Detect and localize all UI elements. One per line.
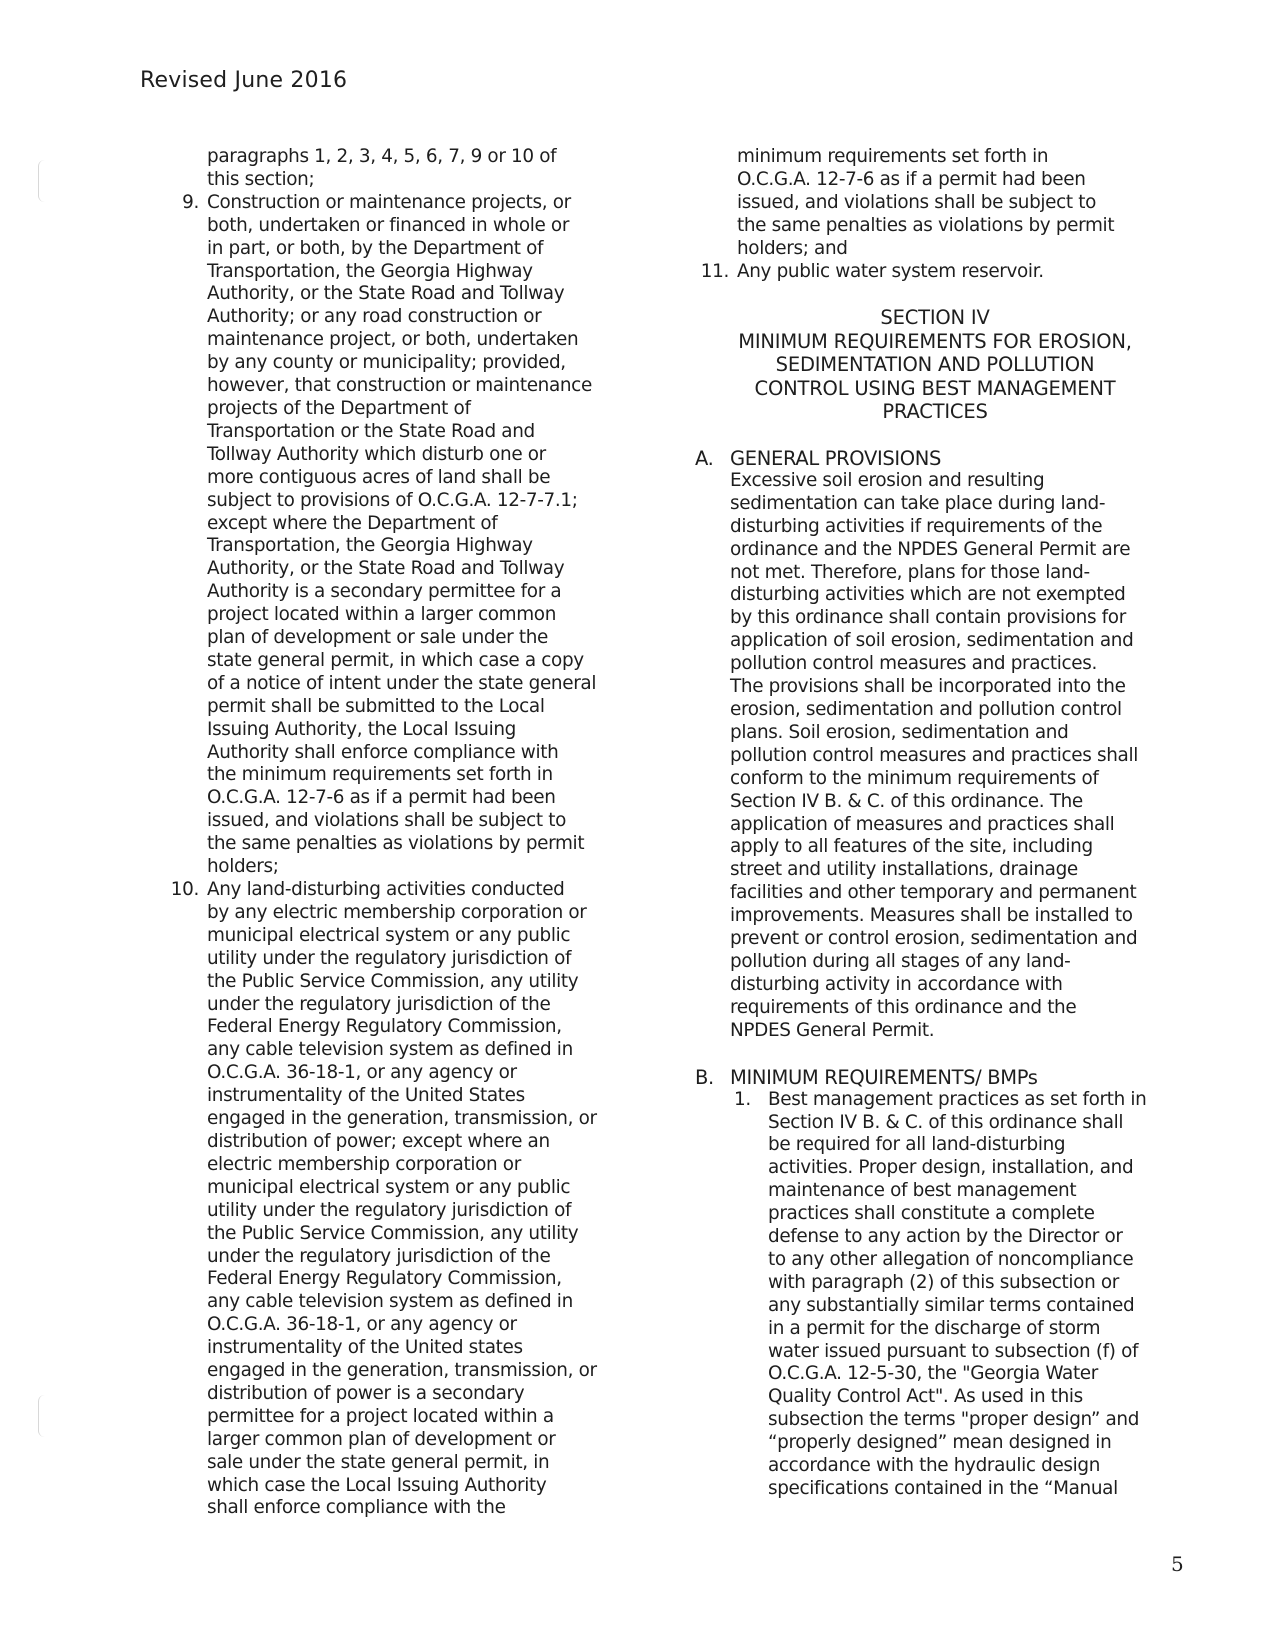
text-line: conform to the minimum requirements of (730, 767, 1099, 789)
text-line: prevent or control erosion, sedimentation and (730, 928, 1138, 950)
subsection-letter: B. (695, 1065, 714, 1089)
list-number: 11. (700, 260, 729, 282)
text-line: CONTROL USING BEST MANAGEMENT (754, 376, 1116, 400)
text-line: which case the Local Issuing Authority (207, 1474, 547, 1496)
text-line: issued, and violations shall be subject to (737, 191, 1097, 213)
text-line: ordinance and the NPDES General Permit are (730, 538, 1131, 560)
continued-paragraph (165, 146, 635, 192)
text-line: Authority, or the State Road and Tollway (207, 283, 565, 305)
text-line: the Public Service Commission, any utility (207, 970, 579, 992)
section-iv-title (695, 306, 1175, 424)
general-provisions-paragraph (695, 470, 1195, 1043)
text-line: any cable television system as defined in (207, 1039, 573, 1061)
text-line: to any other allegation of noncompliance (768, 1248, 1134, 1270)
text-line: paragraphs 1, 2, 3, 4, 5, 6, 7, 9 or 10 of (207, 146, 557, 167)
text-line: pollution control measures and practices shall (730, 744, 1138, 766)
text-line: utility under the regulatory jurisdiction of (207, 1199, 572, 1221)
text-line: subject to provisions of O.C.G.A. 12-7-7.1; (207, 489, 578, 511)
text-line: with paragraph (2) of this subsection or (768, 1271, 1119, 1293)
text-line: specifications contained in the “Manual (768, 1478, 1118, 1499)
text-line: the same penalties as violations by permit (207, 833, 585, 855)
list-number: 9. (182, 191, 199, 213)
text-line: Section IV B. & C. of this ordinance. The (730, 790, 1083, 812)
scan-artifact (38, 1395, 51, 1437)
text-line: Transportation or the State Road and (207, 420, 535, 442)
text-line: by any electric membership corporation or (207, 901, 587, 923)
text-line: under the regulatory jurisdiction of the (207, 993, 551, 1015)
text-line: application of soil erosion, sedimentation and (730, 630, 1134, 652)
text-line: improvements. Measures shall be installed to (730, 905, 1133, 927)
text-line: be required for all land-disturbing (768, 1134, 1066, 1156)
continued-paragraph (695, 146, 1195, 261)
text-line: the Public Service Commission, any utility (207, 1222, 579, 1244)
text-line: minimum requirements set forth in (737, 146, 1049, 167)
text-line: the same penalties as violations by permit (737, 214, 1115, 236)
text-line: projects of the Department of (207, 397, 471, 419)
text-line: NPDES General Permit. (730, 1019, 935, 1041)
text-line: Authority, or the State Road and Tollway (207, 558, 565, 580)
text-line: any cable television system as defined in (207, 1291, 573, 1313)
text-line: except where the Department of (207, 512, 498, 534)
right-column (695, 146, 1195, 1501)
text-line: O.C.G.A. 12-7-6 as if a permit had been (207, 787, 556, 809)
text-line: Authority; or any road construction or (207, 306, 542, 328)
text-line: The provisions shall be incorporated into the (730, 676, 1126, 698)
text-line: holders; and (737, 237, 848, 259)
bmp-list (695, 1089, 1195, 1501)
list-item-text (207, 192, 635, 879)
text-line: Quality Control Act". As used in this (768, 1386, 1083, 1408)
text-line: pollution control measures and practices. (730, 653, 1097, 675)
text-line: Best management practices as set forth in (768, 1088, 1147, 1110)
text-line: any substantially similar terms contained (768, 1294, 1135, 1316)
text-line: Issuing Authority, the Local Issuing (207, 718, 516, 740)
subsection-title: MINIMUM REQUIREMENTS/ BMPs (730, 1065, 1038, 1089)
text-line: Federal Energy Regulatory Commission, (207, 1268, 562, 1290)
text-line: under the regulatory jurisdiction of the (207, 1245, 551, 1267)
text-line: Tollway Authority which disturb one or (207, 443, 546, 465)
text-line: maintenance project, or both, undertaken (207, 329, 579, 351)
text-line: disturbing activity in accordance with (730, 973, 1063, 995)
text-line: this section; (207, 168, 315, 190)
text-line: municipal electrical system or any public (207, 1176, 571, 1198)
text-line: street and utility installations, drainage (730, 859, 1078, 881)
text-line: distribution of power is a secondary (207, 1382, 525, 1404)
text-line: “properly designed” mean designed in (768, 1432, 1112, 1454)
subsection-a-heading (695, 447, 1195, 470)
text-line: erosion, sedimentation and pollution control (730, 699, 1122, 720)
subsection-b-heading (695, 1066, 1195, 1089)
scan-artifact (38, 160, 51, 202)
text-line: disturbing activities if requirements of the (730, 515, 1103, 537)
text-line: Authority is a secondary permittee for a (207, 581, 562, 603)
text-line: O.C.G.A. 36-18-1, or any agency or (207, 1062, 517, 1084)
text-line: water issued pursuant to subsection (f) of (768, 1340, 1139, 1362)
text-line: accordance with the hydraulic design (768, 1455, 1101, 1477)
subsection-title: GENERAL PROVISIONS (730, 446, 942, 470)
text-line: SEDIMENTATION AND POLLUTION (775, 353, 1095, 377)
text-line: O.C.G.A. 36-18-1, or any agency or (207, 1314, 517, 1336)
text-line: Transportation, the Georgia Highway (207, 535, 533, 557)
list-item-11 (695, 261, 1195, 284)
text-line: by any county or municipality; provided, (207, 352, 566, 374)
list-item-text (768, 1089, 1195, 1501)
text-line: sale under the state general permit, in (207, 1451, 550, 1473)
text-line: utility under the regulatory jurisdiction of (207, 947, 572, 969)
text-line: engaged in the generation, transmission, or (207, 1360, 597, 1382)
text-line: maintenance of best management (768, 1180, 1077, 1202)
text-line: however, that construction or maintenance (207, 375, 592, 397)
text-line: disturbing activities which are not exempted (730, 584, 1126, 606)
text-line: SECTION IV (880, 306, 990, 330)
text-line: O.C.G.A. 12-7-6 as if a permit had been (737, 168, 1086, 190)
text-line: larger common plan of development or (207, 1428, 556, 1450)
text-line: permittee for a project located within a (207, 1405, 554, 1427)
text-line: in part, or both, by the Department of (207, 237, 544, 259)
text-line: electric membership corporation or (207, 1153, 521, 1175)
text-line: plan of development or sale under the (207, 627, 549, 649)
text-line: activities. Proper design, installation, and (768, 1157, 1134, 1179)
text-line: Construction or maintenance projects, or (207, 191, 571, 213)
text-line: permit shall be submitted to the Local (207, 695, 545, 717)
text-line: issued, and violations shall be subject to (207, 810, 567, 832)
text-line: the minimum requirements set forth in (207, 764, 553, 786)
left-column (165, 146, 635, 1520)
text-line: sedimentation can take place during land- (730, 492, 1106, 514)
text-line: instrumentality of the United States (207, 1085, 525, 1107)
text-line: Excessive soil erosion and resulting (730, 469, 1045, 491)
text-line: engaged in the generation, transmission, or (207, 1108, 597, 1130)
text-line: pollution during all stages of any land- (730, 950, 1071, 972)
text-line: apply to all features of the site, including (730, 836, 1093, 858)
text-line: shall enforce compliance with the (207, 1497, 506, 1519)
text-line: defense to any action by the Director or (768, 1226, 1123, 1248)
list-item-9 (165, 192, 635, 879)
text-line: more contiguous acres of land shall be (207, 466, 551, 488)
text-line: instrumentality of the United states (207, 1337, 523, 1359)
text-line: not met. Therefore, plans for those land- (730, 561, 1090, 583)
text-line: requirements of this ordinance and the (730, 996, 1077, 1018)
text-line: municipal electrical system or any public (207, 924, 571, 946)
text-line: of a notice of intent under the state general (207, 672, 597, 694)
text-line: distribution of power; except where an (207, 1130, 550, 1152)
text-line: O.C.G.A. 12-5-30, the "Georgia Water (768, 1363, 1098, 1385)
text-line: Section IV B. & C. of this ordinance shall (768, 1111, 1124, 1133)
text-line: by this ordinance shall contain provisions for (730, 607, 1126, 629)
text-line: holders; (207, 856, 279, 878)
text-line: Transportation, the Georgia Highway (207, 260, 533, 282)
text-line: state general permit, in which case a copy (207, 649, 584, 671)
revision-date-header: Revised June 2016 (140, 68, 348, 93)
text-line: PRACTICES (882, 400, 988, 424)
text-line: subsection the terms "proper design” and (768, 1409, 1140, 1431)
list-item-text: Any public water system reservoir. (737, 260, 1044, 282)
list-number: 10. (170, 879, 199, 900)
list-number: 1. (734, 1088, 751, 1110)
text-line: practices shall constitute a complete (768, 1203, 1095, 1225)
text-line: project located within a larger common (207, 604, 557, 626)
text-line: both, undertaken or financed in whole or (207, 214, 570, 236)
text-line: application of measures and practices shall (730, 813, 1115, 835)
list-item-text (207, 879, 635, 1520)
text-line: MINIMUM REQUIREMENTS FOR EROSION, (738, 329, 1132, 353)
text-line: Federal Energy Regulatory Commission, (207, 1016, 562, 1038)
text-line: Authority shall enforce compliance with (207, 741, 559, 763)
text-line: Any land-disturbing activities conducted (207, 879, 565, 900)
text-line: in a permit for the discharge of storm (768, 1317, 1101, 1339)
list-item-10 (165, 879, 635, 1520)
text-line: plans. Soil erosion, sedimentation and (730, 721, 1069, 743)
text-line: facilities and other temporary and permanent (730, 882, 1137, 904)
page-number: 5 (1171, 1552, 1184, 1576)
bmp-item-1 (730, 1089, 1195, 1501)
subsection-letter: A. (695, 446, 714, 470)
